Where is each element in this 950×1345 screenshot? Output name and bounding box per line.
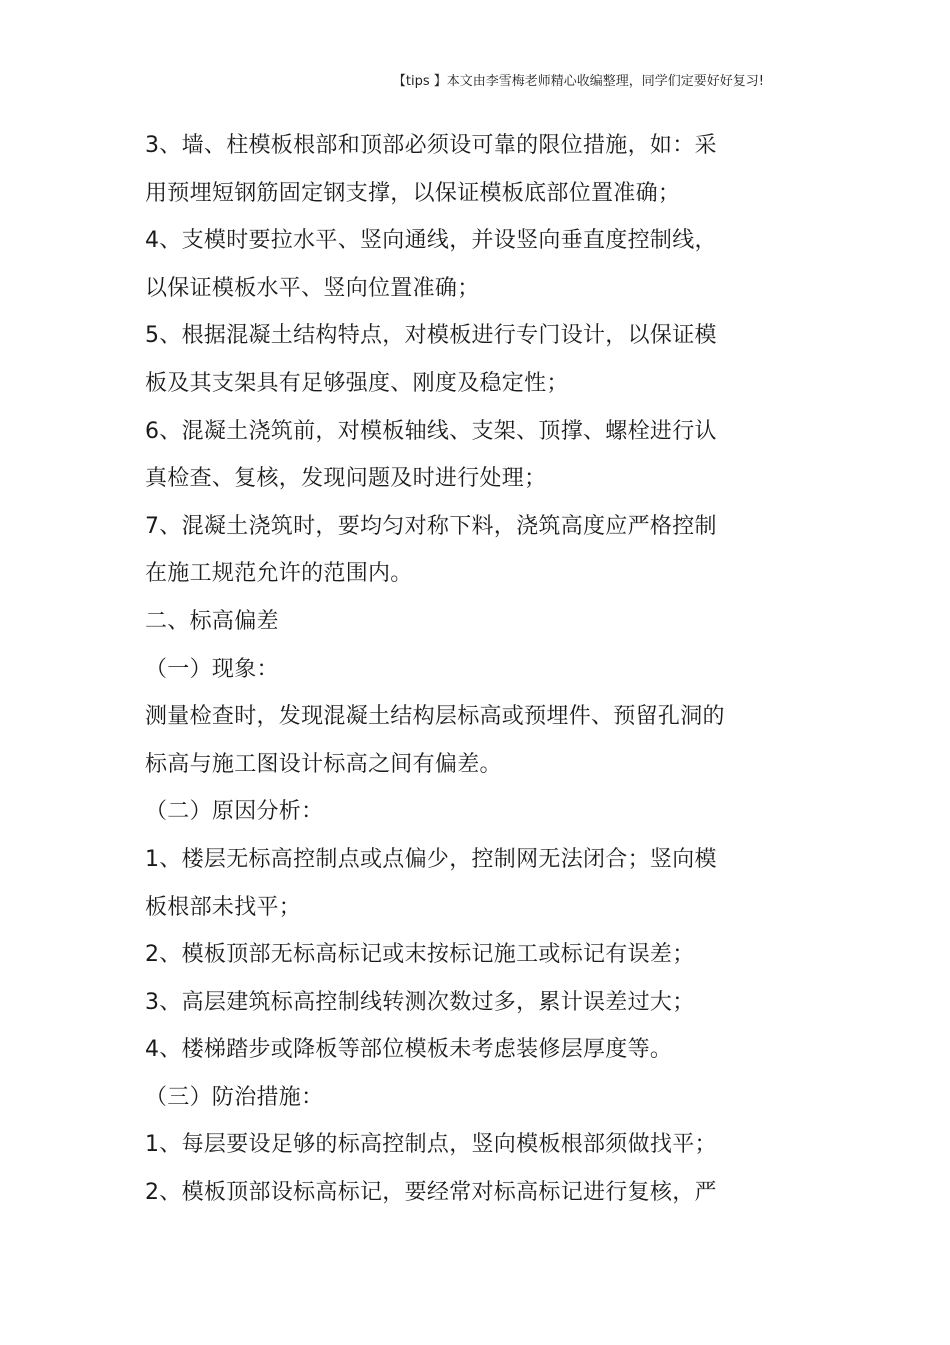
- text-line: 1、每层要设足够的标高控制点，竖向模板根部须做找平；: [145, 1132, 717, 1158]
- text-line: 在施工规范允许的范围内。: [145, 561, 413, 587]
- text-line: 板根部未找平；: [145, 894, 302, 920]
- text-line: 测量检查时，发现混凝土结构层标高或预埋件、预留孔洞的: [145, 704, 725, 730]
- text-line: 板及其支架具有足够强度、刚度及稳定性；: [145, 370, 569, 396]
- text-line: 4、支模时要拉水平、竖向通线，并设竖向垂直度控制线，: [145, 228, 717, 254]
- text-line: 2、模板顶部设标高标记，要经常对标高标记进行复核，严: [145, 1180, 717, 1206]
- text-line: 5、根据混凝土结构特点，对模板进行专门设计，以保证模: [145, 323, 717, 349]
- text-line: 3、高层建筑标高控制线转测次数过多，累计误差过大；: [145, 989, 695, 1015]
- text-line: 3、墙、柱模板根部和顶部必须设可靠的限位措施，如：采: [145, 133, 717, 158]
- text-line: 7、混凝土浇筑时，要均匀对称下料，浇筑高度应严格控制: [145, 513, 717, 539]
- text-line: 6、混凝土浇筑前，对模板轴线、支架、顶撑、螺栓进行认: [145, 418, 717, 444]
- subsection-heading: （二）原因分析：: [145, 799, 324, 825]
- text-line: 以保证模板水平、竖向位置准确；: [145, 275, 480, 301]
- text-line: 2、模板顶部无标高标记或末按标记施工或标记有误差；: [145, 942, 695, 968]
- text-line: 用预埋短钢筋固定钢支撑，以保证模板底部位置准确；: [145, 180, 681, 206]
- subsection-heading: （一）现象：: [145, 656, 279, 682]
- text-line: 4、楼梯踏步或降板等部位模板未考虑装修层厚度等。: [145, 1037, 673, 1063]
- header-tip: 【tips 】本文由李雪梅老师精心收编整理，同学们定要好好复习!: [392, 74, 764, 89]
- text-line: 1、楼层无标高控制点或点偏少，控制网无法闭合；竖向模: [145, 846, 717, 872]
- text-line: 标高与施工图设计标高之间有偏差。: [145, 751, 502, 777]
- section-heading: 二、标高偏差: [145, 608, 279, 634]
- text-line: 真检查、复核，发现问题及时进行处理；: [145, 466, 547, 492]
- subsection-heading: （三）防治措施：: [145, 1084, 324, 1110]
- document-body: [145, 128, 765, 1223]
